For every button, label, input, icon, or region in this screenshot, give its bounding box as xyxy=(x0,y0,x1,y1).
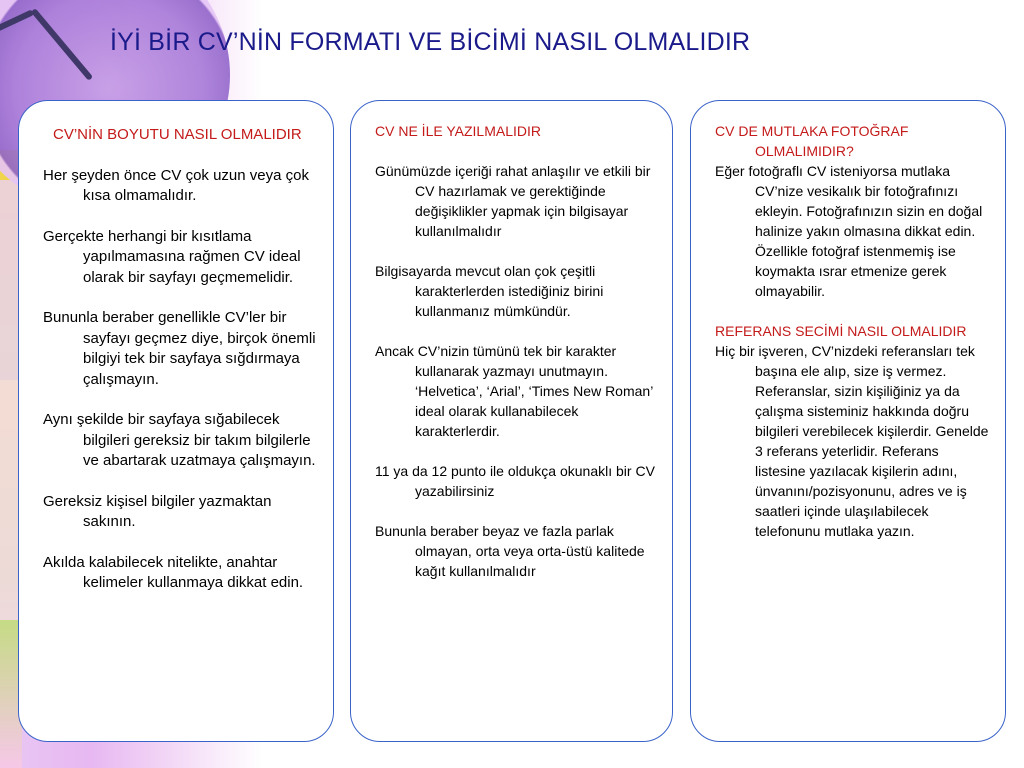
paragraph: Gereksiz kişisel bilgiler yazmaktan sakının. xyxy=(43,492,272,530)
paragraph: Her şeyden önce CV çok uzun veya çok kısa olmamalıdır. xyxy=(43,166,309,204)
paragraph: Gerçekte herhangi bir kısıtlama yapılmamasına rağmen CV ideal olarak bir sayfayı geçmemelidir. xyxy=(43,227,301,286)
paragraph: Bilgisayarda mevcut olan çok çeşitli karakterlerden istediğiniz birini kullanmanız mümkündür. xyxy=(375,263,604,319)
panel-heading: CV DE MUTLAKA FOTOĞRAF OLMALIMIDIR? xyxy=(715,123,909,159)
paragraph: Aynı şekilde bir sayfaya sığabilecek bilgileri gereksiz bir takım bilgilerle ve abartarak uzatmaya çalışmayın. xyxy=(43,411,316,469)
paragraph: 11 ya da 12 punto ile oldukça okunaklı bir CV yazabilirsiniz xyxy=(375,463,655,499)
panel-cv-size xyxy=(18,100,334,742)
paragraph: Günümüzde içeriği rahat anlaşılır ve etkili bir CV hazırlamak ve gerektiğinde değişiklikler yapmak için bilgisayar kullanılmalıdır xyxy=(375,163,651,239)
paragraph: Eğer fotoğraflı CV isteniyorsa mutlaka CV’nize vesikalık bir fotoğrafınızı ekleyin. Fotoğrafınızın sizin en doğal halinize yakın olmasına dikkat edin. Özellikle fotoğraf istenmemiş ise koymakta ısrar etmenize gerek olmayabilir. xyxy=(715,163,983,299)
clock-hand xyxy=(31,8,93,81)
paragraph: Ancak CV’nizin tümünü tek bir karakter kullanarak yazmayı unutmayın. ‘Helvetica’, ‘Arial’, ‘Times New Roman’ ideal olarak kullanabilecek karakterlerdir. xyxy=(375,343,653,439)
paragraph: Bununla beraber beyaz ve fazla parlak olmayan, orta veya orta-üstü kalitede kağıt kullanılmalıdır xyxy=(375,523,645,579)
clock-hand xyxy=(0,9,34,44)
panel-heading: CV’NİN BOYUTU NASIL OLMALIDIR xyxy=(53,126,302,143)
panel-cv-writing xyxy=(350,100,673,742)
paragraph: Akılda kalabilecek nitelikte, anahtar kelimeler kullanmaya dikkat edin. xyxy=(43,553,304,591)
panel-photo-references xyxy=(690,100,1006,742)
spacer xyxy=(715,301,991,321)
paragraph: Bununla beraber genellikle CV’ler bir sayfayı geçmez diye, birçok önemli bilgiyi tek bir sayfaya sığdırmaya çalışmayın. xyxy=(43,309,316,388)
panel-heading: REFERANS SECİMİ NASIL OLMALIDIR xyxy=(715,323,967,339)
panel-heading: CV NE İLE YAZILMALIDIR xyxy=(375,123,541,139)
paragraph: Hiç bir işveren, CV’nizdeki referansları tek başına ele alıp, size iş vermez. Referanslar, sizin kişiliğiniz ya da çalışma sisteminiz hakkında doğru bilgileri verebilecek kişilerdir. Genelde 3 referans yeterlidir. Referans listesine yazılacak kişilerin adını, ünvanını/pozisyonunu, adres ve iş saatleri içinde ulaşılabilecek telefonunu mutlaka yazın. xyxy=(715,343,989,539)
slide-title: İYİ BİR CV’NİN FORMATI VE BİCİMİ NASIL OLMALIDIR xyxy=(110,28,751,56)
